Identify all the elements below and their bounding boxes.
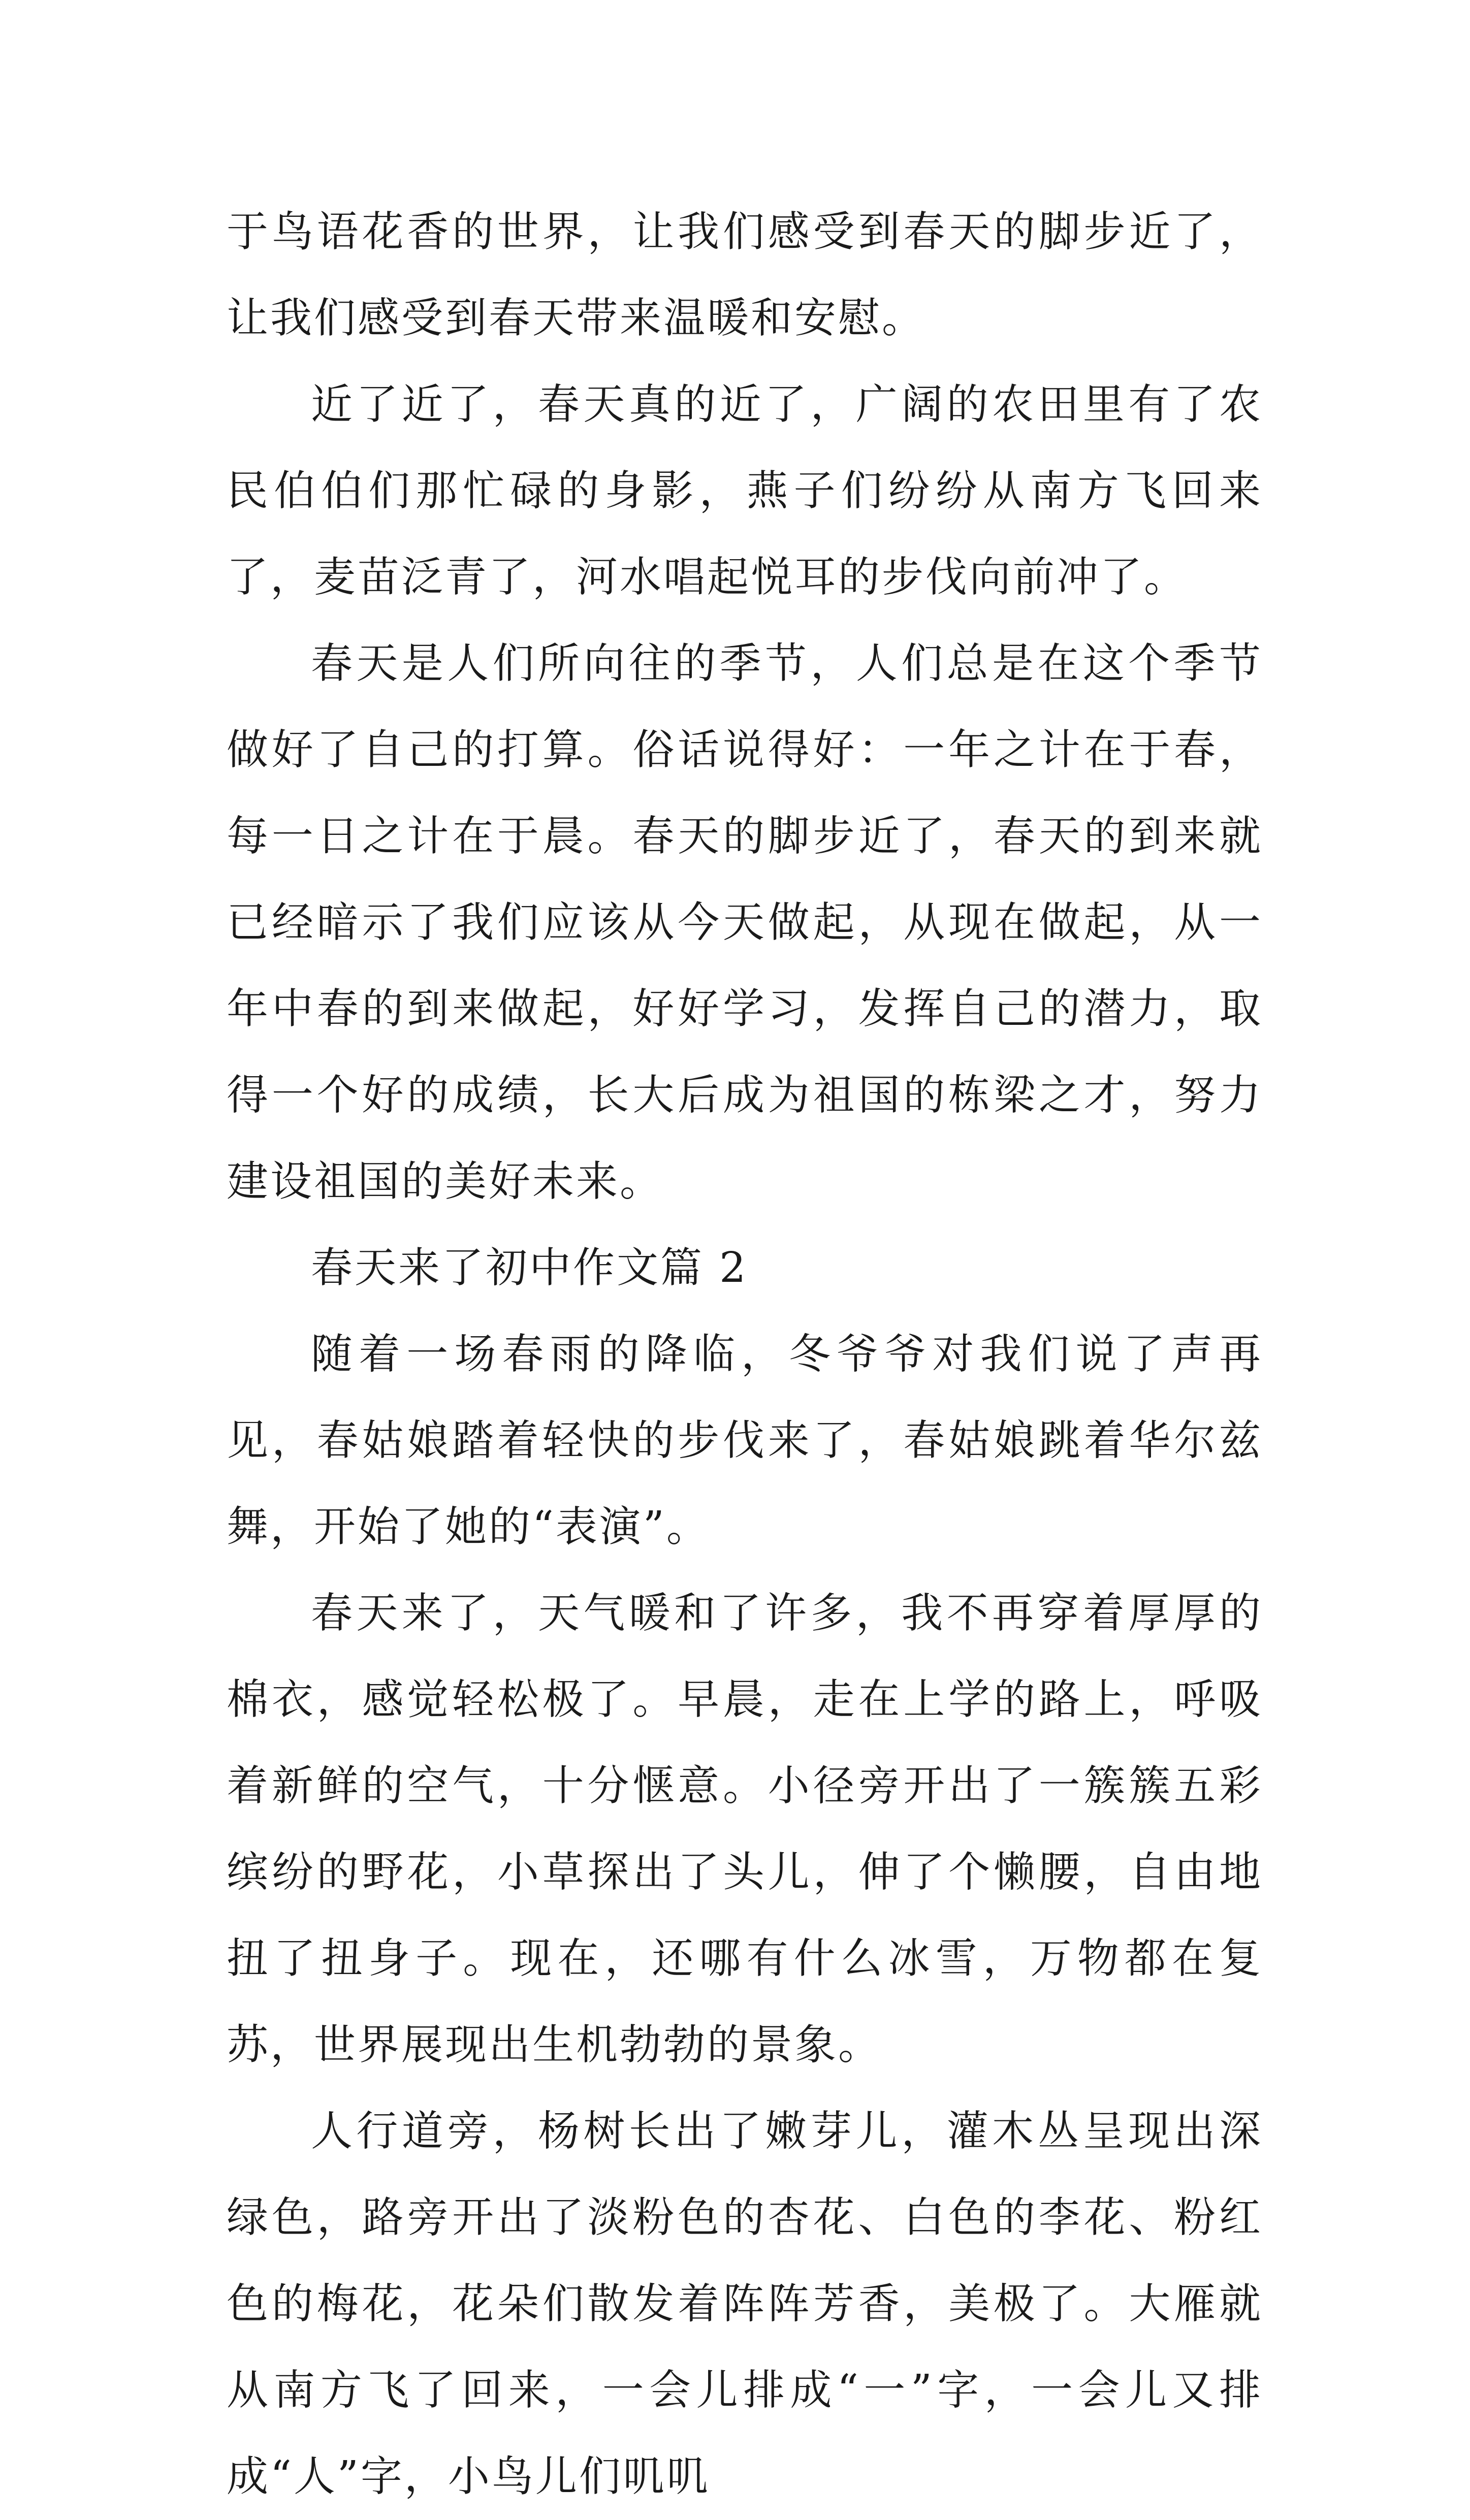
section-heading: 春天来了初中作文篇 2 [311, 1244, 748, 1292]
paragraph: 春天来了，天气暖和了许多，我不再穿着厚厚的棉衣，感觉轻松极了。早晨，走在上学的路上，呼吸着新鲜的空气，十分惬意。小径旁开出了一簇簇五彩缤纷的野花，小草探出了头儿，伸了个懒腰，自由地扭了扭身子。现在，还哪有什么冰雪，万物都在复苏，世界展现出生机勃勃的景象。 [227, 1589, 1263, 2069]
paragraph: 春天是人们所向往的季节，人们总是在这个季节做好了自己的打算。俗话说得好：一年之计在于春，每一日之计在于晨。春天的脚步近了，春天的到来就已经暗示了我们应该从今天做起，从现在做起，从一年中春的到来做起，好好学习，发挥自己的潜力，取得一个好的成绩，长大后成为祖国的栋梁之才，努力建设祖国的美好未来。 [227, 639, 1263, 1206]
paragraph: 于鸟语花香的世界，让我们感受到春天的脚步近了，让我们感受到春天带来温暖和安慰。 [227, 208, 1263, 342]
paragraph: 近了近了，春天真的近了，广阔的农田里有了农民伯伯们那忙碌的身影，燕子们纷纷从南方飞回来了，麦苗泛青了，河水唱起悦耳的步伐向前冲了。 [227, 380, 1263, 601]
paragraph: 随着一场春雨的降临，冬爷爷对我们说了声再见，春姑娘踏着轻快的步伐来了，春姑娘跳着华尔兹舞，开始了她的“表演”。 [227, 1330, 1263, 1551]
document-body [227, 189, 1263, 2520]
paragraph: 人行道旁，杨树长出了嫩芽儿，灌木丛呈现出深绿色，路旁开出了淡粉色的杏花、白色的李花、粉红色的梅花，花朵们散发着阵阵芳香，美极了。大雁就从南方飞了回来，一会儿排成“一”字，一会儿又排成“人”字，小鸟儿们叽叽 [227, 2107, 1263, 2501]
